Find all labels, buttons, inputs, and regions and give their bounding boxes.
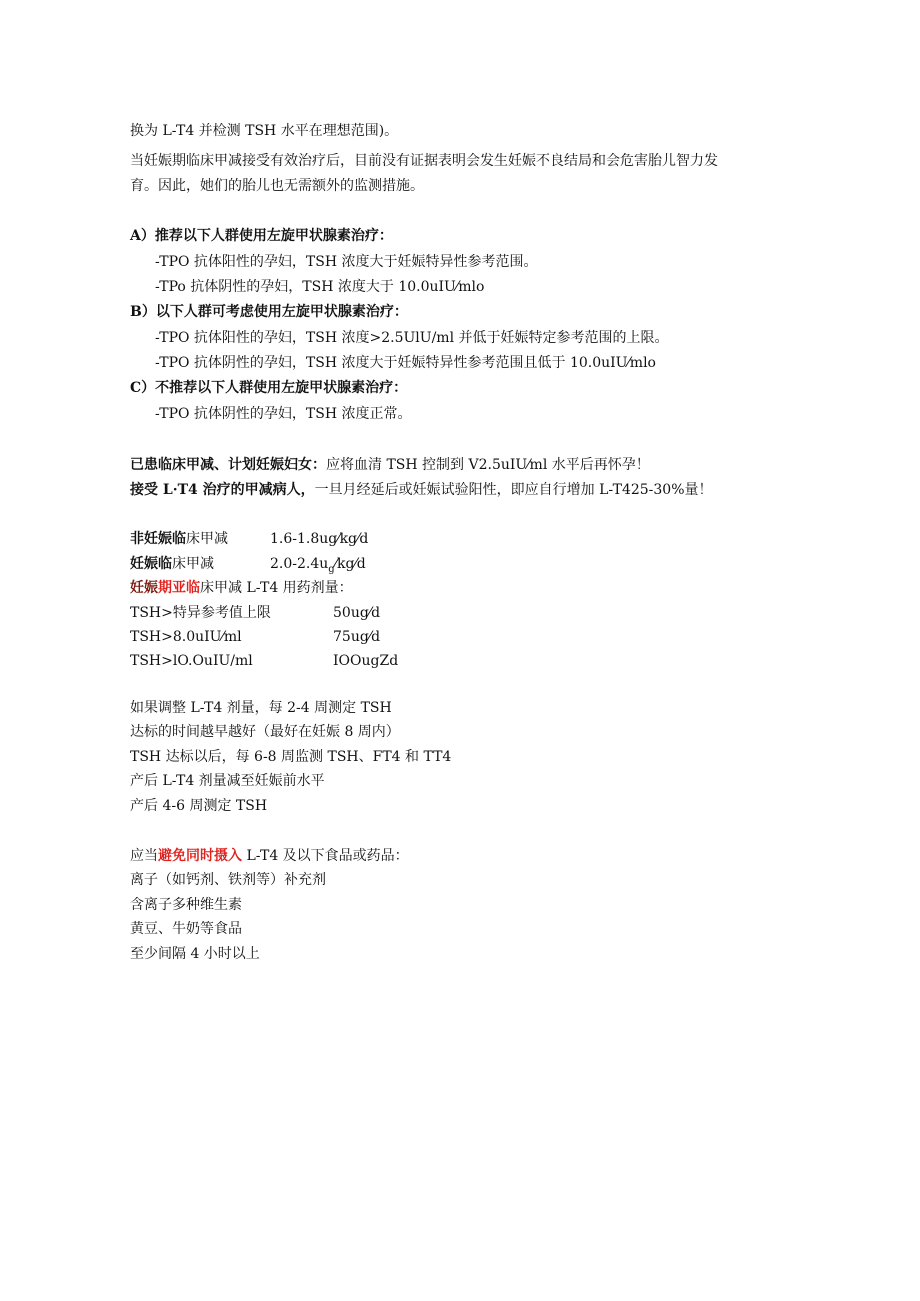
dose-row-label: TSH>lO.OuIU/ml (130, 653, 253, 669)
dose-value-part: 2.0-2.4u (270, 556, 329, 572)
monitor-line: 如果调整 L-T4 剂量，每 2-4 周测定 TSH (130, 700, 392, 716)
avoid-item: 黄豆、牛奶等食品 (130, 921, 242, 937)
dose-label: 床甲减 (172, 556, 214, 572)
avoid-heading (130, 846, 409, 866)
section-c-item: -TPO 抗体阴性的孕妇，TSH 浓度正常。 (155, 406, 412, 422)
dose-label-bold: 妊娠临 (130, 556, 172, 572)
monitor-line: TSH 达标以后，每 6-8 周监测 TSH、FT4 和 TT4 (130, 749, 452, 765)
dose-value-part: ⁄kg⁄d (334, 556, 366, 572)
planning-text: 应将血清 TSH 控制到 V2.5uIU⁄ml 水平后再怀孕！ (326, 457, 650, 473)
dose-row-label: TSH>8.0uIU⁄ml (130, 629, 242, 645)
planning-note (130, 455, 650, 475)
section-b-heading: B）以下人群可考虑使用左旋甲状腺素治疗： (130, 304, 408, 320)
dose-row-value: IOOugZd (333, 653, 399, 669)
treated-text: 一旦月经延后或妊娠试验阳性，即应自行增加 L-T425-30%量！ (314, 482, 713, 498)
dose-row-value: 75ug⁄d (333, 629, 381, 645)
dose-label-bold: 非妊娠临 (130, 531, 186, 547)
section-b-item: -TPO 抗体阴性的孕妇，TSH 浓度大于妊娠特异性参考范围且低于 10.0uIU⁄mlo (155, 355, 656, 371)
section-a-item: -TPo 抗体阴性的孕妇，TSH 浓度大于 10.0uIU⁄mlo (155, 279, 485, 295)
dose-row (130, 651, 399, 671)
dose-value: 1.6-1.8ug⁄kg⁄d (270, 531, 369, 547)
avoid-post: L-T4 及以下食品或药品： (242, 848, 409, 864)
section-b-item: -TPO 抗体阳性的孕妇，TSH 浓度>2.5UlU/ml 并低于妊娠特定参考范围的上限。 (155, 330, 669, 346)
avoid-highlight: 避免同时摄入 (158, 848, 242, 864)
treated-label: 接受 L·T4 治疗的甲减病人， (130, 482, 315, 498)
dose-pregnant (130, 554, 366, 575)
dose-row-label: TSH>特异参考值上限 (130, 605, 271, 621)
dose-row (130, 603, 381, 623)
dose-nonpregnant (130, 529, 369, 549)
intro-line-2: 当妊娠期临床甲减接受有效治疗后，目前没有证据表明会发生妊娠不良结局和会危害胎儿智力发 (130, 153, 718, 169)
dose-subclinical-heading (130, 578, 353, 598)
dose-row-value: 50ug⁄d (333, 605, 381, 621)
avoid-item: 离子（如钙剂、铁剂等）补充剂 (130, 872, 326, 888)
intro-line-1: 换为 L-T4 并检测 TSH 水平在理想范围)。 (130, 123, 399, 139)
avoid-item: 含离子多种维生素 (130, 897, 242, 913)
dose-label: 床甲减 (186, 531, 228, 547)
planning-label: 已患临床甲减、计划妊娠妇女： (130, 457, 326, 473)
monitor-line: 产后 4-6 周测定 TSH (130, 798, 268, 814)
avoid-pre: 应当 (130, 848, 158, 864)
subclin-label: 床甲减 L-T4 用药剂量： (200, 580, 353, 596)
dose-value-subscript: g (328, 563, 335, 575)
section-a-item: -TPO 抗体阳性的孕妇，TSH 浓度大于妊娠特异性参考范围。 (155, 254, 538, 270)
section-a-heading: A）推荐以下人群使用左旋甲状腺素治疗： (130, 228, 393, 244)
monitor-line: 达标的时间越早越好（最好在妊娠 8 周内） (130, 724, 400, 740)
treated-note (130, 480, 713, 500)
intro-line-3: 育。因此，她们的胎儿也无需额外的监测措施。 (130, 178, 424, 194)
subclin-label-red: 期亚临 (158, 580, 200, 596)
avoid-item: 至少间隔 4 小时以上 (130, 946, 260, 962)
subclin-label-dark: 妊娠 (130, 580, 158, 596)
monitor-line: 产后 L-T4 剂量减至妊娠前水平 (130, 773, 325, 789)
dose-value (270, 554, 366, 580)
section-c-heading: C）不推荐以下人群使用左旋甲状腺素治疗： (130, 380, 408, 396)
dose-row (130, 627, 381, 647)
